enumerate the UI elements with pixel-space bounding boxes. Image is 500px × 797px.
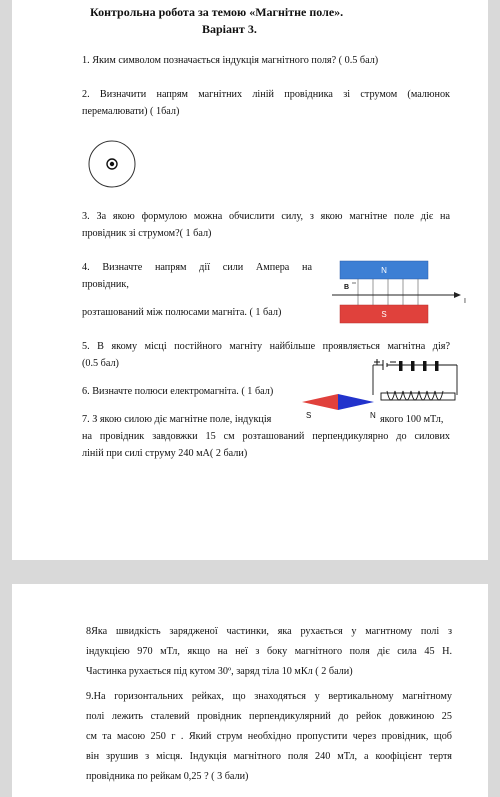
- coil-rectangles: [399, 361, 439, 371]
- page-title: Контрольна робота за темою «Магнітне поле».: [90, 5, 344, 19]
- question-4-line-2: провідник,: [82, 279, 129, 290]
- question-9-line-1: 9.На горизонтальних рейках, що знаходяться у вертикальному магнітному: [86, 691, 452, 702]
- page-2: [12, 584, 488, 797]
- question-1: 1. Яким символом позначається індукція магнітного поля? ( 0.5 бал): [82, 55, 379, 66]
- magnet-figure: [330, 259, 475, 325]
- electromagnet-figure: [367, 355, 467, 415]
- circuit-wires: [373, 365, 457, 395]
- needle-south-half: [302, 394, 338, 410]
- coil-winding: [387, 391, 443, 400]
- question-3-line-1: 3. За якою формулою можна обчислити силу, з якою магнітне поле діє на: [82, 211, 450, 222]
- battery-icon: [374, 359, 396, 370]
- question-5-line-1: 5. В якому місці постійного магніту найбільше проявляється магнітна дія?: [82, 341, 450, 352]
- needle-north-label: N: [370, 411, 376, 420]
- current-arrow-icon: [454, 292, 461, 298]
- question-9-line-4: він зрушив з місця. Індукція магнітного поля 240 мТл, а коофіцієнт тертя: [86, 751, 452, 762]
- question-8-line-3: Частинка рухається під кутом 30º, заряд тіла 10 мКл ( 2 бали): [86, 666, 353, 677]
- north-pole-label: N: [381, 266, 387, 275]
- b-field-label: B: [344, 284, 350, 291]
- question-3-line-2: провідник зі струмом?( 1 бал): [82, 228, 212, 239]
- question-4-line-3: розташований між полюсами магніта. ( 1 бал): [82, 307, 282, 318]
- current-label: I: [464, 298, 466, 305]
- question-2-line-1: 2. Визначити напрям магнітних ліній провідника зі струмом (малюнок: [82, 89, 450, 100]
- question-9-line-3: см та масою 250 г . Який струм необхідно пропустити через провідник, щоб: [86, 731, 452, 742]
- south-pole-label: S: [381, 310, 387, 319]
- question-7-line-1b: якого 100 мТл,: [380, 414, 444, 425]
- question-4-line-1: 4. Визначте напрям дії сили Ампера на: [82, 262, 312, 273]
- question-2-line-2: перемалювати) ( 1бал): [82, 106, 180, 117]
- conductor-current-figure: [88, 140, 138, 190]
- needle-south-label: S: [306, 411, 312, 420]
- question-9-line-5: провідника по рейкам 0,25 ? ( 3 бали): [86, 771, 249, 782]
- question-8-line-1: 8Яка швидкість зарядженої частинки, яка рухається у магнтному полі з: [86, 626, 452, 637]
- variant-label: Варіант 3.: [202, 22, 257, 36]
- question-8-line-2: індукцією 970 мТл, якщо на неї з боку магнітного поля діє сила 45 Н.: [86, 646, 452, 657]
- question-6: 6. Визначте полюси електромагніта. ( 1 бал): [82, 386, 274, 397]
- question-9-line-2: полі лежить сталевий провідник перпендикулярний до рейок довжиною 25: [86, 711, 452, 722]
- page-1: [12, 0, 488, 560]
- question-5-line-2: (0.5 бал): [82, 358, 119, 369]
- field-lines: [358, 279, 418, 305]
- question-7-line-2: на провідник завдовжки 15 см розташований перпендикулярно до силових: [82, 431, 450, 442]
- question-7-line-3: ліній при силі струму 240 мА( 2 бали): [82, 448, 248, 459]
- question-7-line-1a: 7. З якою силою діє магнітне поле, індукція: [82, 414, 272, 425]
- current-dot-icon: [110, 162, 114, 166]
